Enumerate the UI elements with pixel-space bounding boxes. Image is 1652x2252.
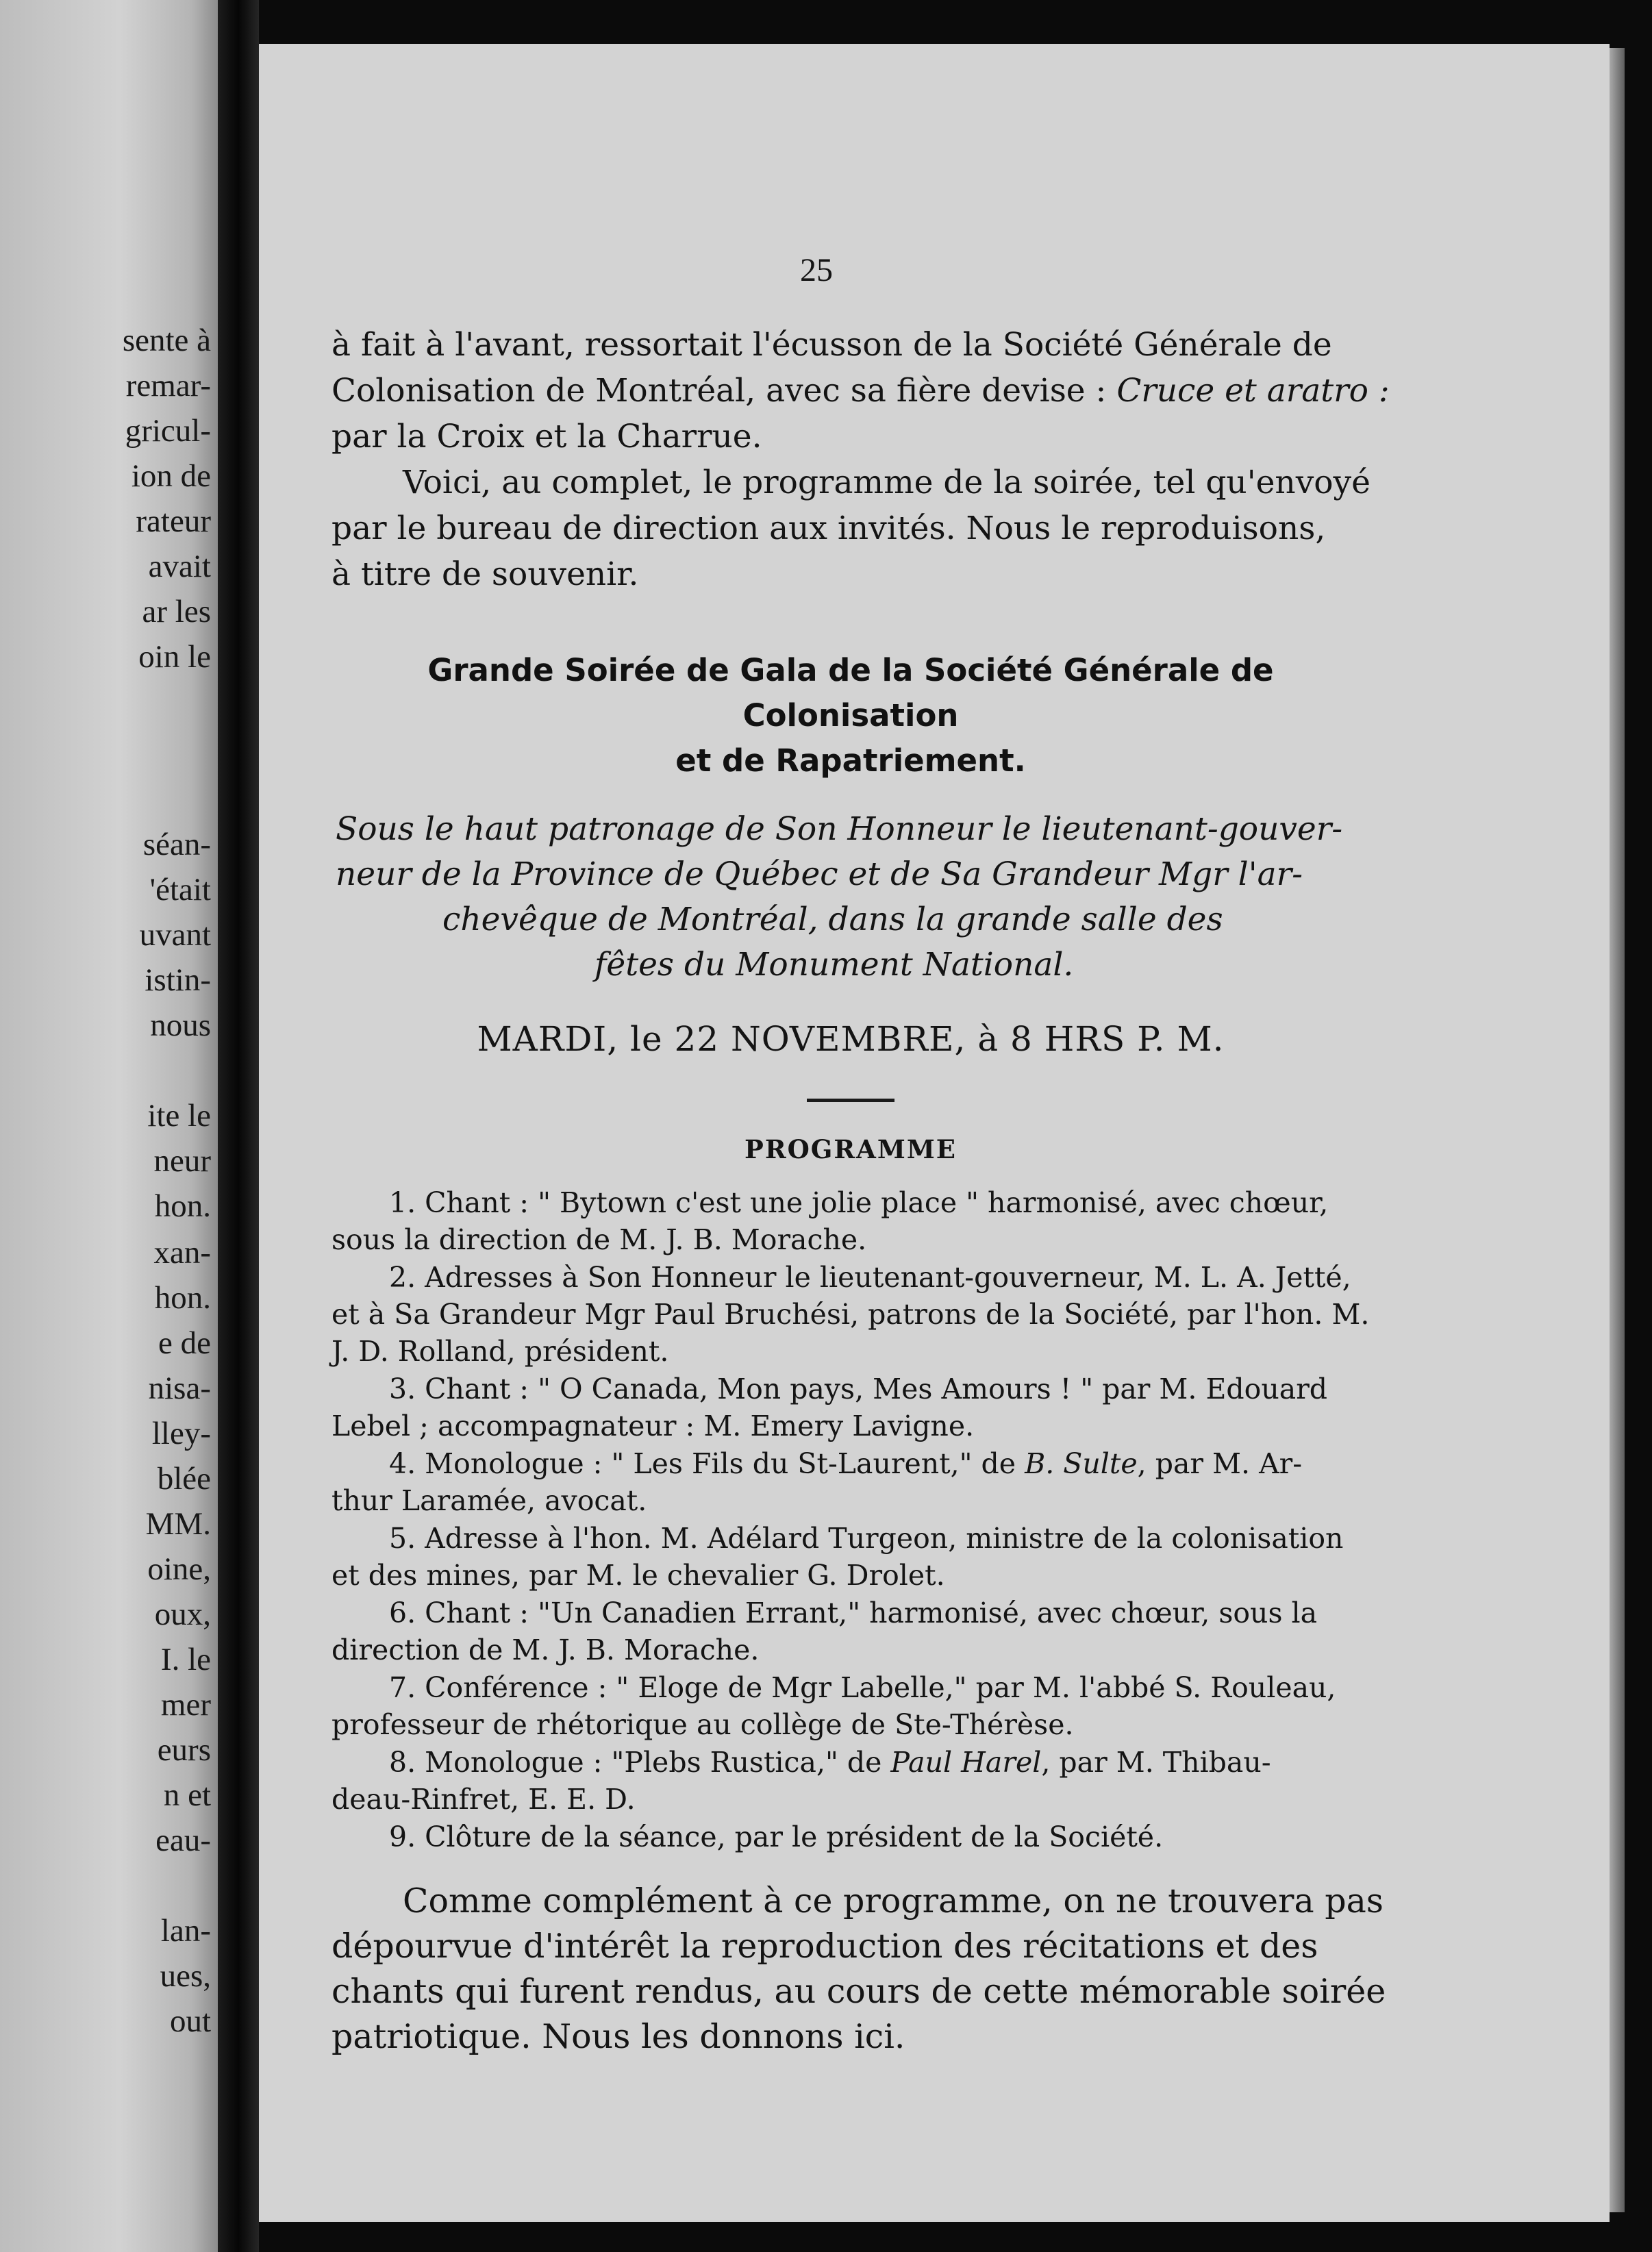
programme-item-line [331, 1781, 1370, 1818]
programme-text: 3. Chant : " O Canada, Mon pays, Mes Amours ! " par M. Edouard [389, 1373, 1328, 1405]
programme-item-line [331, 1557, 1370, 1594]
author-name: Paul Harel [890, 1746, 1042, 1779]
author-name: B. Sulte [1025, 1447, 1138, 1480]
programme-text: , par M. Ar- [1137, 1447, 1303, 1480]
programme-item-line [331, 1482, 1370, 1519]
left-page-fragment: oine, [147, 1551, 211, 1587]
programme-text: 6. Chant : "Un Canadien Errant," harmonisé, avec chœur, sous la [389, 1597, 1318, 1629]
left-page-fragment: oux, [154, 1597, 211, 1632]
left-page-fragment: avait [148, 549, 211, 584]
programme-text: 4. Monologue : " Les Fils du St-Laurent," de [389, 1447, 1025, 1480]
left-page-fragment: xan- [153, 1235, 211, 1271]
left-page-fragment: lan- [160, 1913, 211, 1949]
left-page-fragment: remar- [125, 368, 211, 403]
intro-line-3: par la Croix et la Charrue. [331, 418, 762, 455]
programme-item [331, 1371, 1370, 1444]
programme-item-line [331, 1408, 1370, 1444]
left-page-fragment: rateur [136, 503, 211, 539]
programme-item-line [331, 1818, 1370, 1855]
left-page-text-fragments [0, 0, 218, 2252]
programme-item [331, 1669, 1370, 1743]
invitation-line-3: à titre de souvenir. [331, 555, 639, 593]
left-page-fragment: hon. [154, 1280, 211, 1316]
left-page-fragment: sente à [122, 323, 211, 358]
left-page-fragment: nous [150, 1008, 211, 1043]
programme-text: , par M. Thibau- [1041, 1746, 1271, 1779]
page-edge [1610, 48, 1625, 2212]
programme-text: professeur de rhétorique au collège de Ste-Thérèse. [331, 1708, 1074, 1741]
left-page-fragment: lley- [151, 1416, 211, 1451]
programme-title: PROGRAMME [744, 1134, 957, 1164]
programme-text: Lebel ; accompagnateur : M. Emery Lavigne. [331, 1410, 975, 1442]
closing-line-1: Comme complément à ce programme, on ne trouvera pas [403, 1881, 1384, 1921]
programme-item-line [331, 1221, 1370, 1258]
programme-text: J. D. Rolland, président. [331, 1335, 669, 1368]
programme-text: 5. Adresse à l'hon. M. Adélard Turgeon, ministre de la colonisation [389, 1522, 1344, 1555]
left-page-fragment: 'était [149, 872, 211, 908]
programme-item [331, 1594, 1370, 1668]
programme-text: 8. Monologue : "Plebs Rustica," de [389, 1746, 891, 1779]
left-page-fragment: I. le [160, 1642, 211, 1677]
programme-text: et des mines, par M. le chevalier G. Drolet. [331, 1559, 945, 1592]
page-number: 25 [800, 252, 833, 288]
left-page-fragment: nisa- [148, 1371, 211, 1406]
closing-line-4: patriotique. Nous les donnons ici. [331, 2017, 905, 2056]
patronage-line-1: Sous le haut patronage de Son Honneur le lieutenant-gouver- [336, 810, 1343, 848]
programme-text: et à Sa Grandeur Mgr Paul Bruchési, patrons de la Société, par l'hon. M. [331, 1298, 1370, 1331]
programme-item-line [331, 1445, 1370, 1482]
page-body [331, 322, 1390, 2060]
invitation-paragraph [331, 460, 1370, 597]
left-page-fragment: ues, [160, 1958, 211, 1994]
left-page-fragment: ion de [131, 458, 211, 494]
event-heading-line-1: Grande Soirée de Gala de la Société Générale de Colonisation [427, 652, 1274, 734]
left-page-fragment: istin- [145, 962, 211, 998]
patronage-line-3: chevêque de Montréal, dans la grande salle des [442, 901, 1223, 938]
programme-item-line [331, 1594, 1370, 1631]
programme-item-line [331, 1744, 1370, 1781]
left-page-fragment: e de [158, 1325, 211, 1361]
programme-text: direction de M. J. B. Morache. [331, 1634, 760, 1666]
left-page-fragment: MM. [145, 1506, 211, 1542]
left-page-fragment: ar les [142, 594, 211, 629]
invitation-line-2: par le bureau de direction aux invités. Nous le reproduisons, [331, 510, 1326, 547]
event-date: MARDI, le 22 NOVEMBRE, à 8 HRS P. M. [477, 1019, 1225, 1059]
invitation-line-1: Voici, au complet, le programme de la soirée, tel qu'envoyé [403, 464, 1371, 501]
left-page-fragment: séan- [142, 827, 211, 862]
programme-text: thur Laramée, avocat. [331, 1484, 647, 1517]
left-page-fragment: oin le [138, 639, 211, 675]
left-page-fragment: blée [157, 1461, 211, 1497]
left-page-fragment: mer [160, 1687, 211, 1723]
programme-item-line [331, 1296, 1370, 1333]
programme-text: 2. Adresses à Son Honneur le lieutenant-gouverneur, M. L. A. Jetté, [389, 1261, 1351, 1294]
patronage-line-2: neur de la Province de Québec et de Sa Grandeur Mgr l'ar- [336, 855, 1303, 893]
divider-rule [807, 1099, 894, 1102]
event-heading-line-2: et de Rapatriement. [675, 742, 1026, 779]
closing-line-3: chants qui furent rendus, au cours de cette mémorable soirée [331, 1972, 1386, 2011]
motto: Cruce et aratro : [1116, 372, 1390, 410]
left-page [0, 0, 218, 2252]
programme-item-line [331, 1631, 1370, 1668]
patronage-paragraph [331, 807, 1370, 988]
left-page-fragment: eau- [155, 1823, 211, 1858]
intro-line-2: Colonisation de Montréal, avec sa fière devise : Cruce et aratro : [331, 372, 1390, 410]
left-page-fragment: out [169, 2003, 211, 2039]
programme-item-line [331, 1259, 1370, 1296]
programme-item [331, 1818, 1370, 1855]
programme-item-line [331, 1184, 1370, 1221]
programme-text: sous la direction de M. J. B. Morache. [331, 1223, 867, 1256]
programme-item-line [331, 1520, 1370, 1557]
intro-paragraph [331, 322, 1390, 460]
left-page-fragment: eurs [157, 1732, 211, 1768]
programme-item [331, 1259, 1370, 1370]
programme-text: 7. Conférence : " Eloge de Mgr Labelle," par M. l'abbé S. Rouleau, [389, 1671, 1336, 1704]
left-page-fragment: hon. [154, 1188, 211, 1224]
intro-line-1: à fait à l'avant, ressortait l'écusson de la Société Générale de [331, 326, 1332, 364]
programme-item-line [331, 1333, 1370, 1370]
programme-item [331, 1445, 1370, 1519]
closing-line-2: dépourvue d'intérêt la reproduction des récitations et des [331, 1927, 1318, 1966]
programme-text: 9. Clôture de la séance, par le président de la Société. [389, 1821, 1164, 1853]
programme-item [331, 1744, 1370, 1818]
programme-item-line [331, 1706, 1370, 1743]
programme-item [331, 1184, 1370, 1258]
left-page-fragment: n et [163, 1777, 211, 1813]
programme-text: deau-Rinfret, E. E. D. [331, 1783, 636, 1816]
programme-item [331, 1520, 1370, 1594]
book-gutter [218, 0, 259, 2252]
closing-paragraph [331, 1879, 1386, 2060]
programme-text: 1. Chant : " Bytown c'est une jolie place " harmonisé, avec chœur, [389, 1186, 1329, 1219]
programme-list [331, 1184, 1370, 1855]
patronage-line-4: fêtes du Monument National. [595, 946, 1074, 984]
programme-item-line [331, 1669, 1370, 1706]
left-page-fragment: ite le [147, 1098, 211, 1134]
left-page-fragment: neur [153, 1143, 211, 1179]
left-page-fragment: uvant [139, 917, 211, 953]
event-heading [331, 648, 1370, 784]
left-page-fragment: gricul- [125, 413, 211, 449]
programme-item-line [331, 1371, 1370, 1408]
